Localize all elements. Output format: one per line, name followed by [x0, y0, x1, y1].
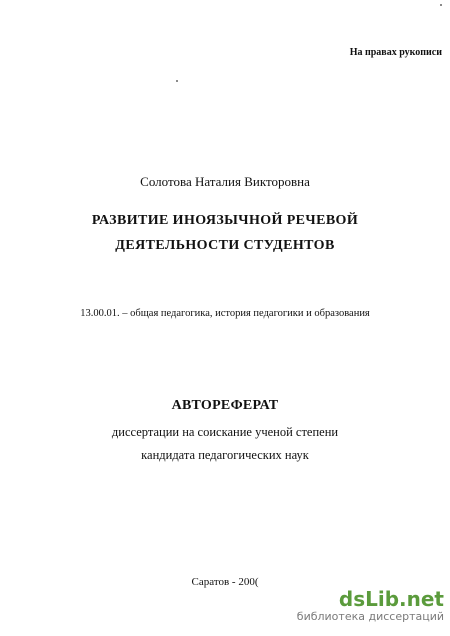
watermark [297, 588, 444, 624]
watermark-subtitle: библиотека диссертаций [296, 610, 444, 623]
degree-line-1: диссертации на соискание ученой степени [111, 425, 339, 439]
title-line-2: ДЕЯТЕЛЬНОСТИ СТУДЕНТОВ [115, 238, 335, 253]
degree-line-2: кандидата педагогических наук [141, 448, 309, 462]
manuscript-rights-note: На правах рукописи [349, 47, 442, 58]
specialty-code: 13.00.01. – общая педагогика, история педагогики и образования [80, 308, 370, 319]
city-year: Саратов - 200( [191, 576, 259, 588]
title-line-1: РАЗВИТИЕ ИНОЯЗЫЧНОЙ РЕЧЕВОЙ [91, 213, 359, 228]
author-name: Солотова Наталия Викторовна [140, 174, 310, 189]
abstract-heading: АВТОРЕФЕРАТ [171, 398, 279, 413]
watermark-logo: dsLib.net [338, 587, 444, 611]
scan-speck [176, 80, 178, 82]
scan-speck [440, 4, 442, 6]
